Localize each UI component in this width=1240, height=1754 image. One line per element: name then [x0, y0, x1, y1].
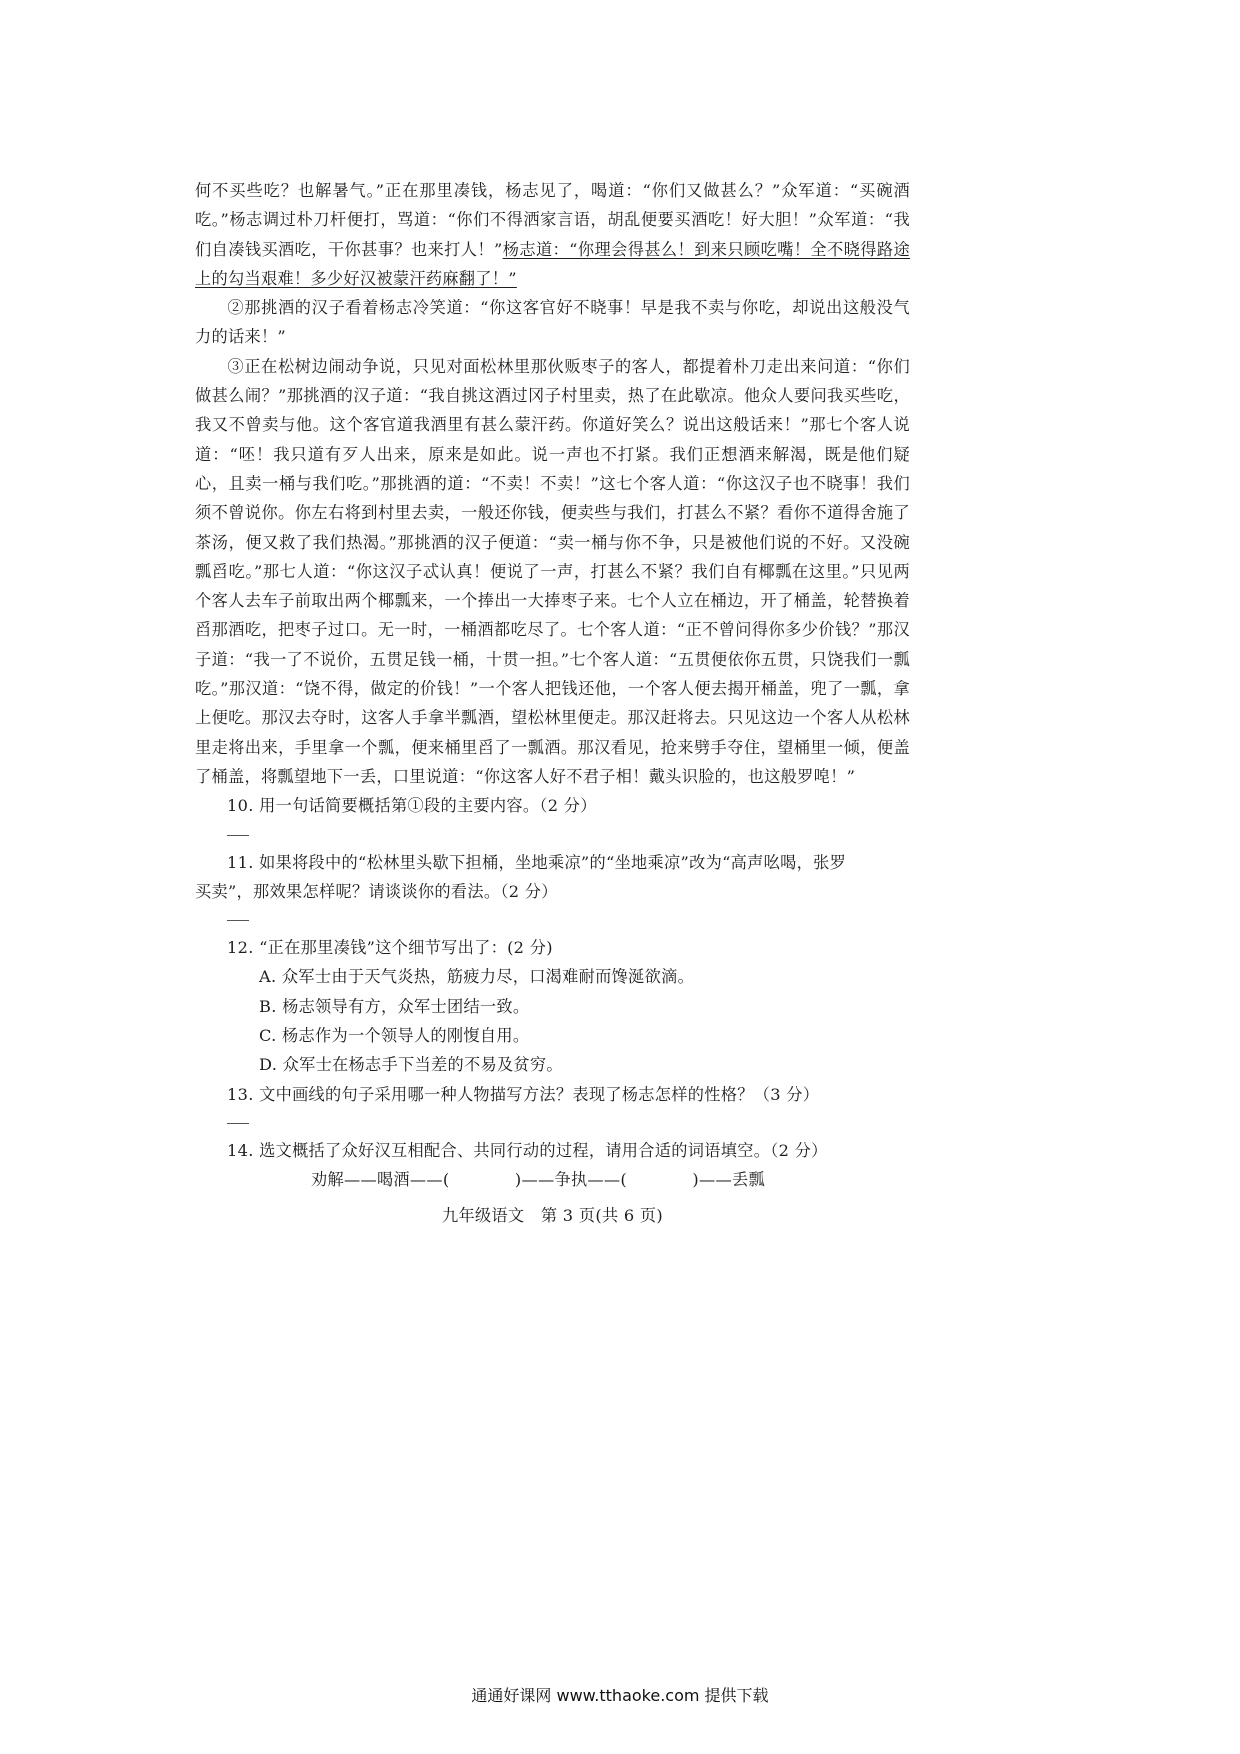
- question-12: 12. “正在那里凑钱”这个细节写出了：(2 分): [227, 938, 553, 958]
- fill-in-blanks[interactable]: 劝解——喝酒——( )——争执——( )——丢瓢: [311, 1170, 765, 1190]
- passage-paragraph-2: ②那挑酒的汉子看着杨志冷笑道：“你这客官好不晓事！早是我不卖与你吃，却说出这般没气力的话来！”: [195, 298, 910, 347]
- question-14: 14. 选文概括了众好汉互相配合、共同行动的过程，请用合适的词语填空。（2 分）: [227, 1140, 828, 1160]
- question-10: 10. 用一句话简要概括第①段的主要内容。（2 分）: [227, 796, 597, 816]
- site-footer: 通通好课网 www.tthaoke.com 提供下载: [471, 1686, 769, 1705]
- option-a[interactable]: A. 众军士由于天气炎热，筋疲力尽，口渴难耐而馋涎欲滴。: [259, 967, 695, 987]
- option-d[interactable]: D. 众军士在杨志手下当差的不易及贫穷。: [259, 1055, 563, 1075]
- answer-line[interactable]: [227, 835, 249, 836]
- question-11-continued: 买卖”，那效果怎样呢？请谈谈你的看法。（2 分）: [195, 881, 558, 901]
- option-b[interactable]: B. 杨志领导有方，众军士团结一致。: [259, 996, 530, 1016]
- question-13: 13. 文中画线的句子采用哪一种人物描写方法？表现了杨志怎样的性格？（3 分）: [227, 1084, 820, 1104]
- answer-line[interactable]: [227, 920, 249, 921]
- passage-paragraph-1: [195, 176, 910, 293]
- underlined-sentence: 杨志道：“你理会得甚么！到来只顾吃嘴！全不晓得路途上的勾当艰难！多少好汉被蒙汗药麻翻了！”: [195, 239, 910, 288]
- passage-text: 何不买些吃？也解暑气。”正在那里凑钱，杨志见了，喝道：“你们又做甚么？”众军道：“买碗酒吃。”杨志调过朴刀杆便打，骂道：“你们不得洒家言语，胡乱便要买酒吃！好大胆！”众军道：“我们自凑钱买酒吃，干你甚事？也来打人！”: [195, 181, 910, 259]
- answer-line[interactable]: [227, 1123, 249, 1124]
- option-c[interactable]: C. 杨志作为一个领导人的刚愎自用。: [259, 1026, 530, 1046]
- exam-page: [195, 176, 910, 1230]
- passage-paragraph-3: ③正在松树边闹动争说，只见对面松林里那伙贩枣子的客人，都提着朴刀走出来问道：“你们做甚么闹？”那挑酒的汉子道：“我自挑这酒过冈子村里卖，热了在此歇凉。他众人要问我买些吃，我又不曾卖与他。这个客官道我酒里有甚么蒙汗药。你道好笑么？说出这般话来！”那七个客人说道：“呸！我只道有歹人出来，原来是如此。说一声也不打紧。我们正想酒来解渴，既是他们疑心，且卖一桶与我们吃。”那挑酒的道：“不卖！不卖！”这七个客人道：“你这汉子也不晓事！我们须不曾说你。你左右将到村里去卖，一般还你钱，便卖些与我们，打甚么不紧？看你不道得舍施了茶汤，便又救了我们热渴。”那挑酒的汉子便道：“卖一桶与你不争，只是被他们说的不好。又没碗瓢舀吃。”那七人道：“你这汉子忒认真！便说了一声，打甚么不紧？我们自有椰瓢在这里。”只见两个客人去车子前取出两个椰瓢来，一个捧出一大捧枣子来。七个人立在桶边，开了桶盖，轮替换着舀那酒吃，把枣子过口。无一时，一桶酒都吃尽了。七个客人道：“正不曾问得你多少价钱？”那汉子道：“我一了不说价，五贯足钱一桶，十贯一担。”七个客人道：“五贯便依你五贯，只饶我们一瓢吃。”那汉道：“饶不得，做定的价钱！”一个客人把钱还他，一个客人便去揭开桶盖，兜了一瓢，拿上便吃。那汉去夺时，这客人手拿半瓢酒，望松林里便走。那汉赶将去。只见这边一个客人从松林里走将出来，手里拿一个瓢，便来桶里舀了一瓢酒。那汉看见，抢来劈手夺住，望桶里一倾，便盖了桶盖，将瓢望地下一丢，口里说道：“你这客人好不君子相！戴头识脸的，也这般罗唣！”: [195, 356, 910, 786]
- question-11: 11. 如果将段中的“松林里头歇下担桶，坐地乘凉”的“坐地乘凉”改为“高声吆喝，张罗: [227, 852, 847, 872]
- page-number: 九年级语文 第 3 页(共 6 页): [441, 1205, 664, 1225]
